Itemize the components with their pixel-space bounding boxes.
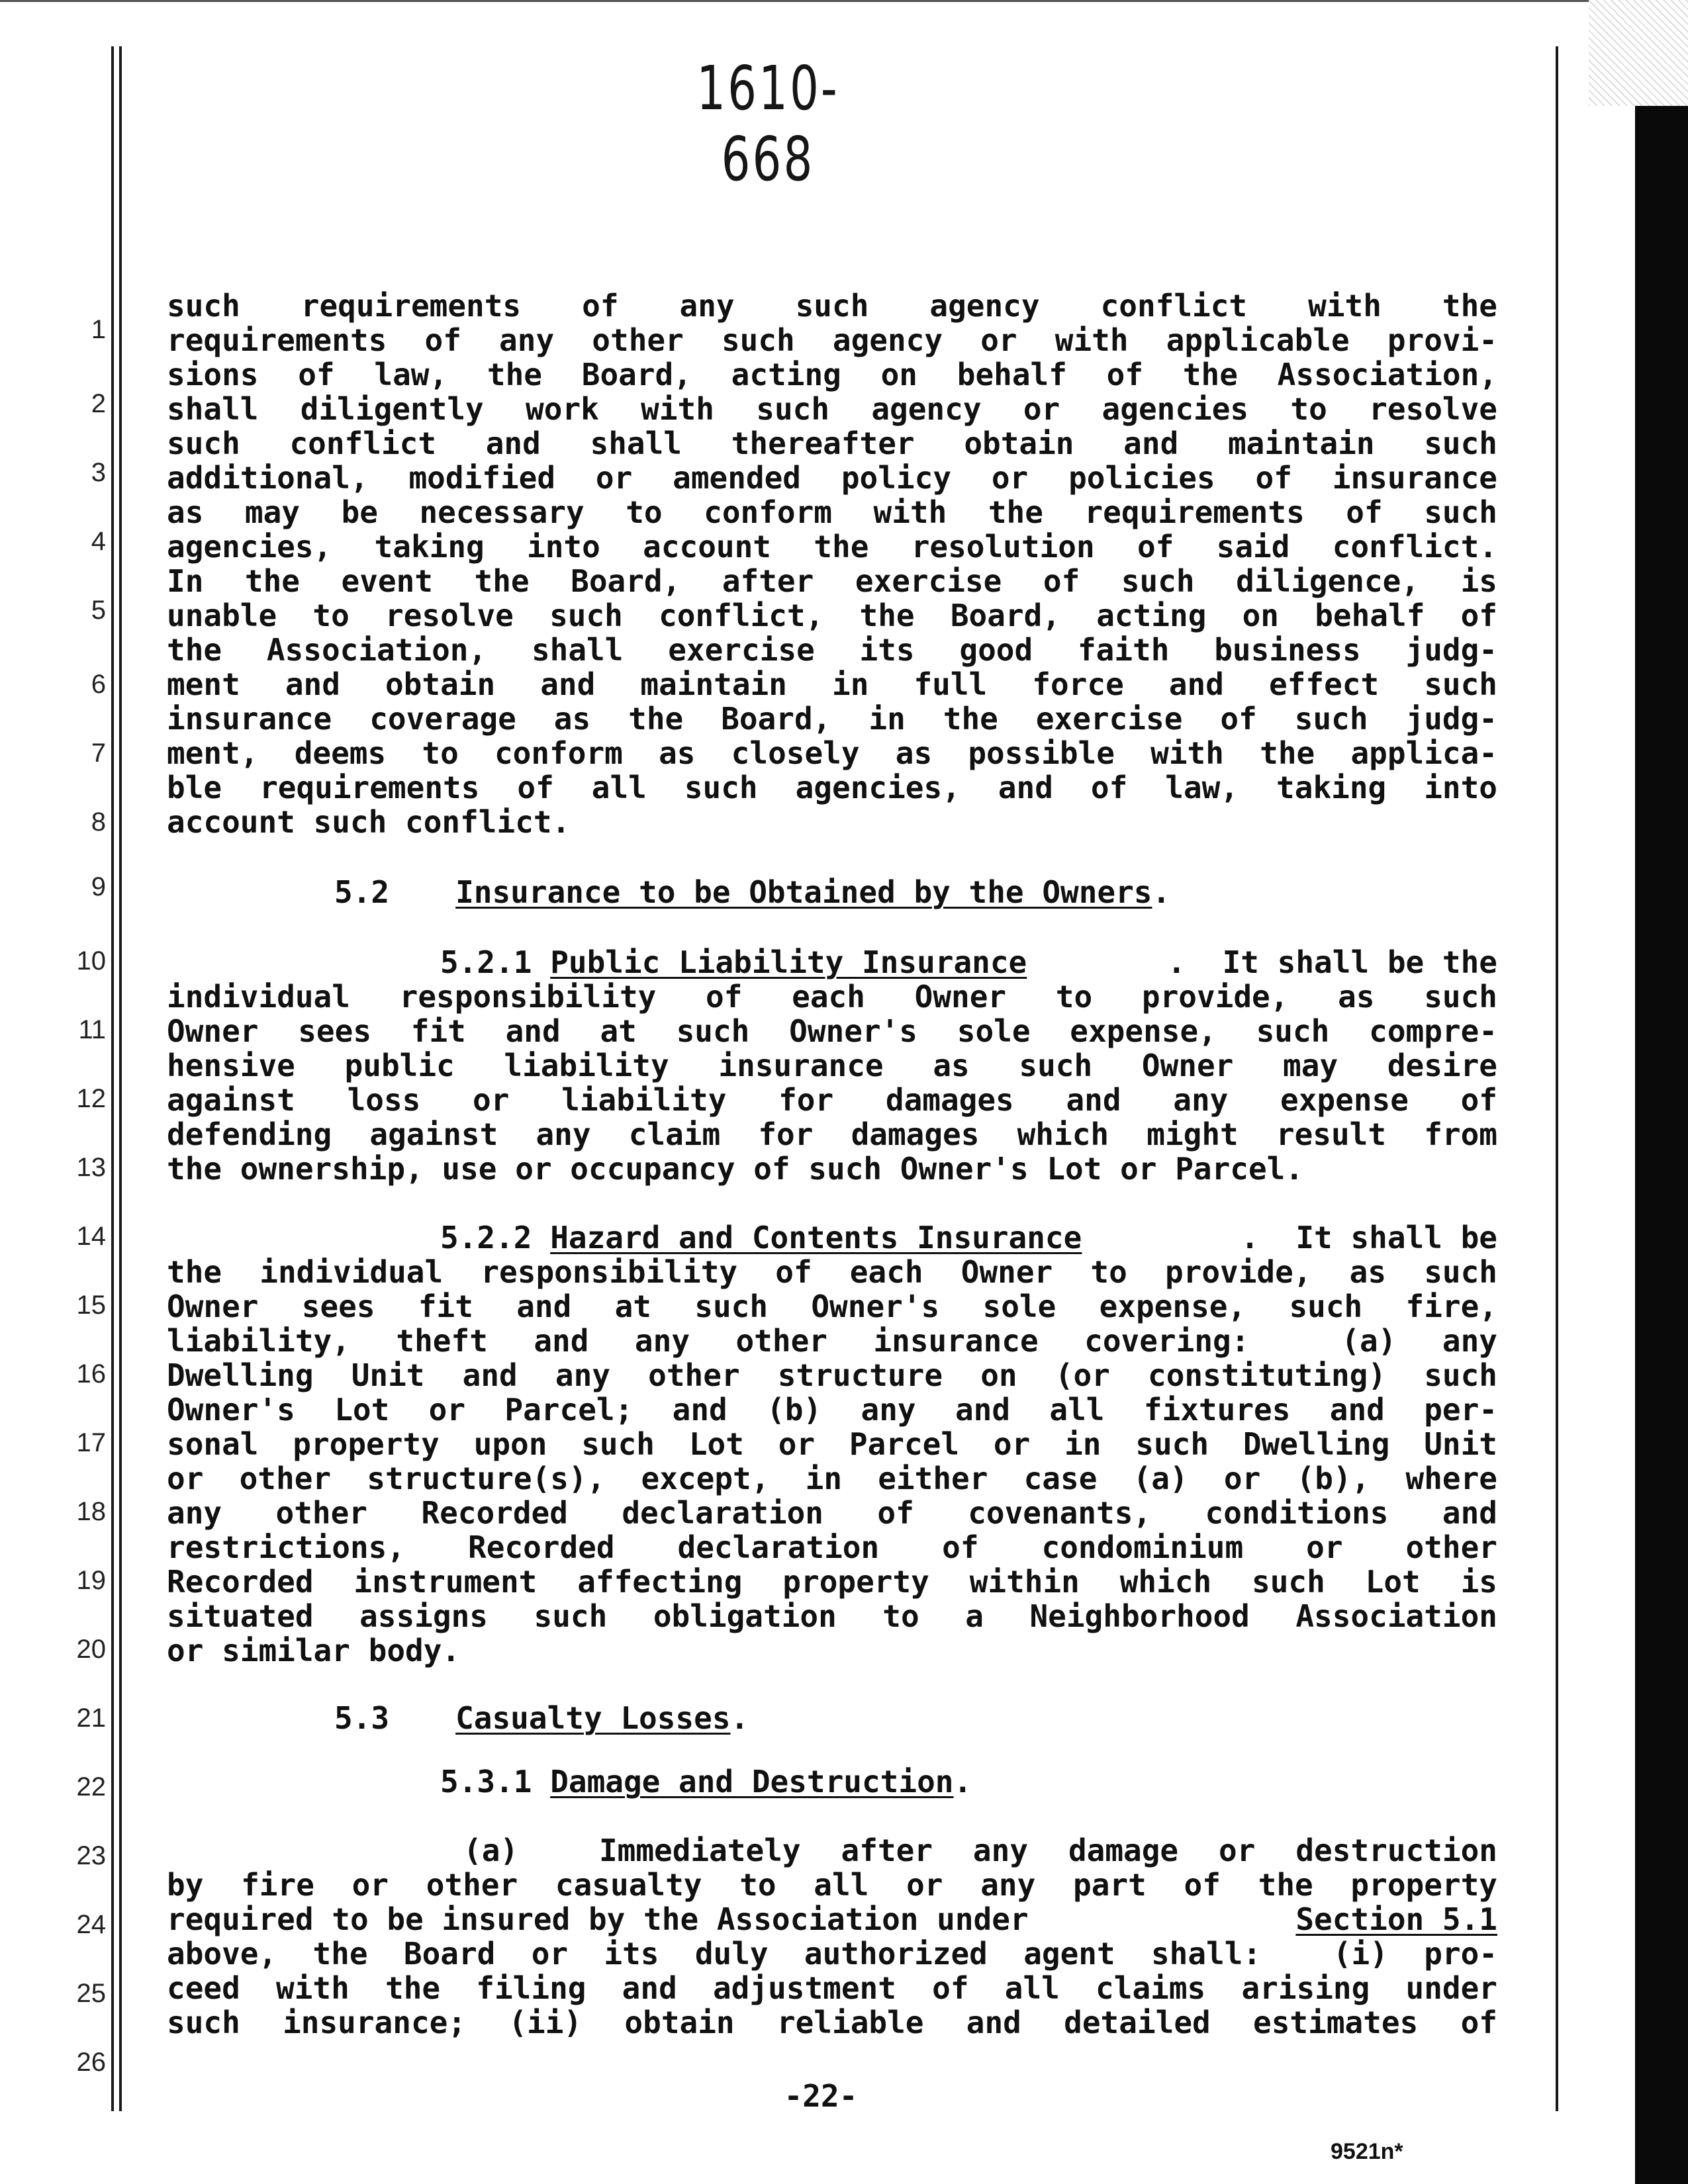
line-number: 23 (76, 1841, 106, 1870)
page-number: -22- (784, 2078, 858, 2114)
line-number: 6 (91, 670, 106, 699)
text-line: liability, theft and any other insurance covering: (a) any (167, 1323, 1497, 1359)
subsection-title: Damage and Destruction (550, 1764, 954, 1799)
section-number: 5.3 (334, 1700, 390, 1736)
line-number: 14 (76, 1222, 106, 1251)
line-number: 13 (76, 1153, 106, 1182)
text-segment: required to be insured by the Association under (167, 1901, 1047, 1937)
line-number: 20 (76, 1635, 106, 1664)
line-number: 16 (76, 1359, 106, 1388)
text-line: ment, deems to conform as closely as possible with the applica- (167, 735, 1497, 771)
document-code: 9521n* (1331, 2139, 1403, 2164)
line-number: 19 (76, 1566, 106, 1595)
text-line: ment and obtain and maintain in full force and effect such (167, 666, 1497, 702)
line-number: 22 (76, 1772, 106, 1801)
text-line: by fire or other casualty to all or any part of the property (167, 1867, 1497, 1903)
line-number: 1 (91, 315, 106, 344)
subsection-title: Hazard and Contents Insurance (550, 1220, 1082, 1255)
subsection-heading-5-2-2 (440, 1220, 1497, 1255)
text-line: agencies, taking into account the resolution of said conflict. (167, 529, 1497, 565)
text-line: against loss or liability for damages and any expense of (167, 1082, 1497, 1118)
subsection-number: 5.3.1 (440, 1764, 532, 1799)
line-number: 17 (76, 1428, 106, 1457)
line-number: 7 (91, 739, 106, 768)
line-number: 15 (76, 1291, 106, 1320)
subsection-number: 5.2.2 (440, 1220, 532, 1255)
line-number: 11 (78, 1015, 106, 1044)
line-number: 24 (76, 1910, 106, 1939)
text-line: hensive public liability insurance as such Owner may desire (167, 1048, 1497, 1083)
text-line: Owner's Lot or Parcel; and (b) any and all fixtures and per- (167, 1392, 1497, 1428)
section-title: Insurance to be Obtained by the Owners (455, 874, 1152, 910)
line-number: 9 (91, 872, 106, 901)
text-line: the Association, shall exercise its good faith business judg- (167, 632, 1497, 668)
scan-top-edge (0, 0, 1589, 2)
line-number: 25 (76, 1979, 106, 2008)
line-number: 8 (91, 807, 106, 837)
line-number: 2 (91, 389, 106, 418)
line-number: 10 (76, 946, 106, 976)
text-line: such insurance; (ii) obtain reliable and detailed estimates of (167, 2005, 1497, 2040)
text-line: situated assigns such obligation to a Neighborhood Association (167, 1598, 1497, 1634)
book-page-number: 1610-668 (696, 53, 839, 195)
text-line: Dwelling Unit and any other structure on (or constituting) such (167, 1357, 1497, 1393)
line-number: 18 (76, 1497, 106, 1526)
line-number: 5 (91, 596, 106, 625)
text-line: above, the Board or its duly authorized agent shall: (i) pro- (167, 1936, 1497, 1972)
line-number: 21 (76, 1704, 106, 1733)
text-line: such requirements of any such agency conflict with the (167, 288, 1497, 324)
line-number: 3 (91, 458, 106, 487)
text-line: insurance coverage as the Board, in the exercise of such judg- (167, 701, 1497, 737)
text-line: or other structure(s), except, in either case (a) or (b), where (167, 1461, 1497, 1496)
section-title-period: . (1152, 874, 1171, 910)
section-title-period: . (730, 1700, 749, 1736)
subsection-first-line-rest: . It shall be the (1167, 944, 1497, 980)
text-line: restrictions, Recorded declaration of condominium or other (167, 1529, 1497, 1565)
text-line: requirements of any other such agency or with applicable provi- (167, 322, 1497, 358)
subsection-heading-5-2-1 (440, 945, 1497, 979)
text-line: the individual responsibility of each Owner to provide, as such (167, 1254, 1497, 1290)
text-line: such conflict and shall thereafter obtain and maintain such (167, 426, 1497, 461)
text-line: unable to resolve such conflict, the Board, acting on behalf of (167, 598, 1497, 633)
text-line: or similar body. (167, 1633, 461, 1668)
subsection-title: Public Liability Insurance (550, 944, 1027, 980)
text-line: the ownership, use or occupancy of such Owner's Lot or Parcel. (167, 1151, 1304, 1187)
text-line: as may be necessary to conform with the requirements of such (167, 494, 1497, 530)
section-reference: Section 5.1 (1295, 1901, 1497, 1937)
subsection-number: 5.2.1 (440, 944, 532, 980)
text-line: In the event the Board, after exercise of such diligence, is (167, 563, 1497, 599)
text-line-with-reference (167, 1902, 1497, 1936)
text-line: shall diligently work with such agency or agencies to resolve (167, 391, 1497, 427)
text-line: ceed with the filing and adjustment of all claims arising under (167, 1970, 1497, 2006)
text-line: individual responsibility of each Owner to provide, as such (167, 979, 1497, 1015)
text-line: account such conflict. (167, 804, 571, 840)
line-number: 12 (76, 1084, 106, 1113)
text-line: any other Recorded declaration of covenants, conditions and (167, 1495, 1497, 1531)
text-line: sions of law, the Board, acting on behalf of the Association, (167, 357, 1497, 392)
line-number: 4 (91, 527, 106, 556)
text-line: defending against any claim for damages which might result from (167, 1116, 1497, 1152)
left-margin-rule (111, 46, 114, 2111)
text-line: ble requirements of all such agencies, and of law, taking into (167, 770, 1497, 805)
section-heading-5-3 (334, 1701, 749, 1735)
text-line: (a) Immediately after any damage or destruction (463, 1833, 1497, 1868)
subsection-heading-5-3-1 (440, 1764, 972, 1799)
text-line: additional, modified or amended policy or policies of insurance (167, 460, 1497, 496)
right-margin-rule (1556, 46, 1558, 2111)
text-line: sonal property upon such Lot or Parcel or in such Dwelling Unit (167, 1426, 1497, 1462)
text-line: Recorded instrument affecting property within which such Lot is (167, 1564, 1497, 1600)
scan-edge-speckle (1589, 0, 1688, 106)
section-heading-5-2 (334, 875, 1170, 909)
line-number: 26 (76, 2048, 106, 2077)
subsection-title-period: . (953, 1764, 972, 1799)
left-margin-rule-inner (119, 46, 122, 2111)
scan-dark-margin (1635, 106, 1688, 2184)
section-number: 5.2 (334, 874, 390, 910)
text-line: Owner sees fit and at such Owner's sole expense, such compre- (167, 1013, 1497, 1049)
text-line: Owner sees fit and at such Owner's sole expense, such fire, (167, 1289, 1497, 1324)
section-title: Casualty Losses (455, 1700, 731, 1736)
subsection-first-line-rest: . It shall be (1241, 1220, 1497, 1255)
